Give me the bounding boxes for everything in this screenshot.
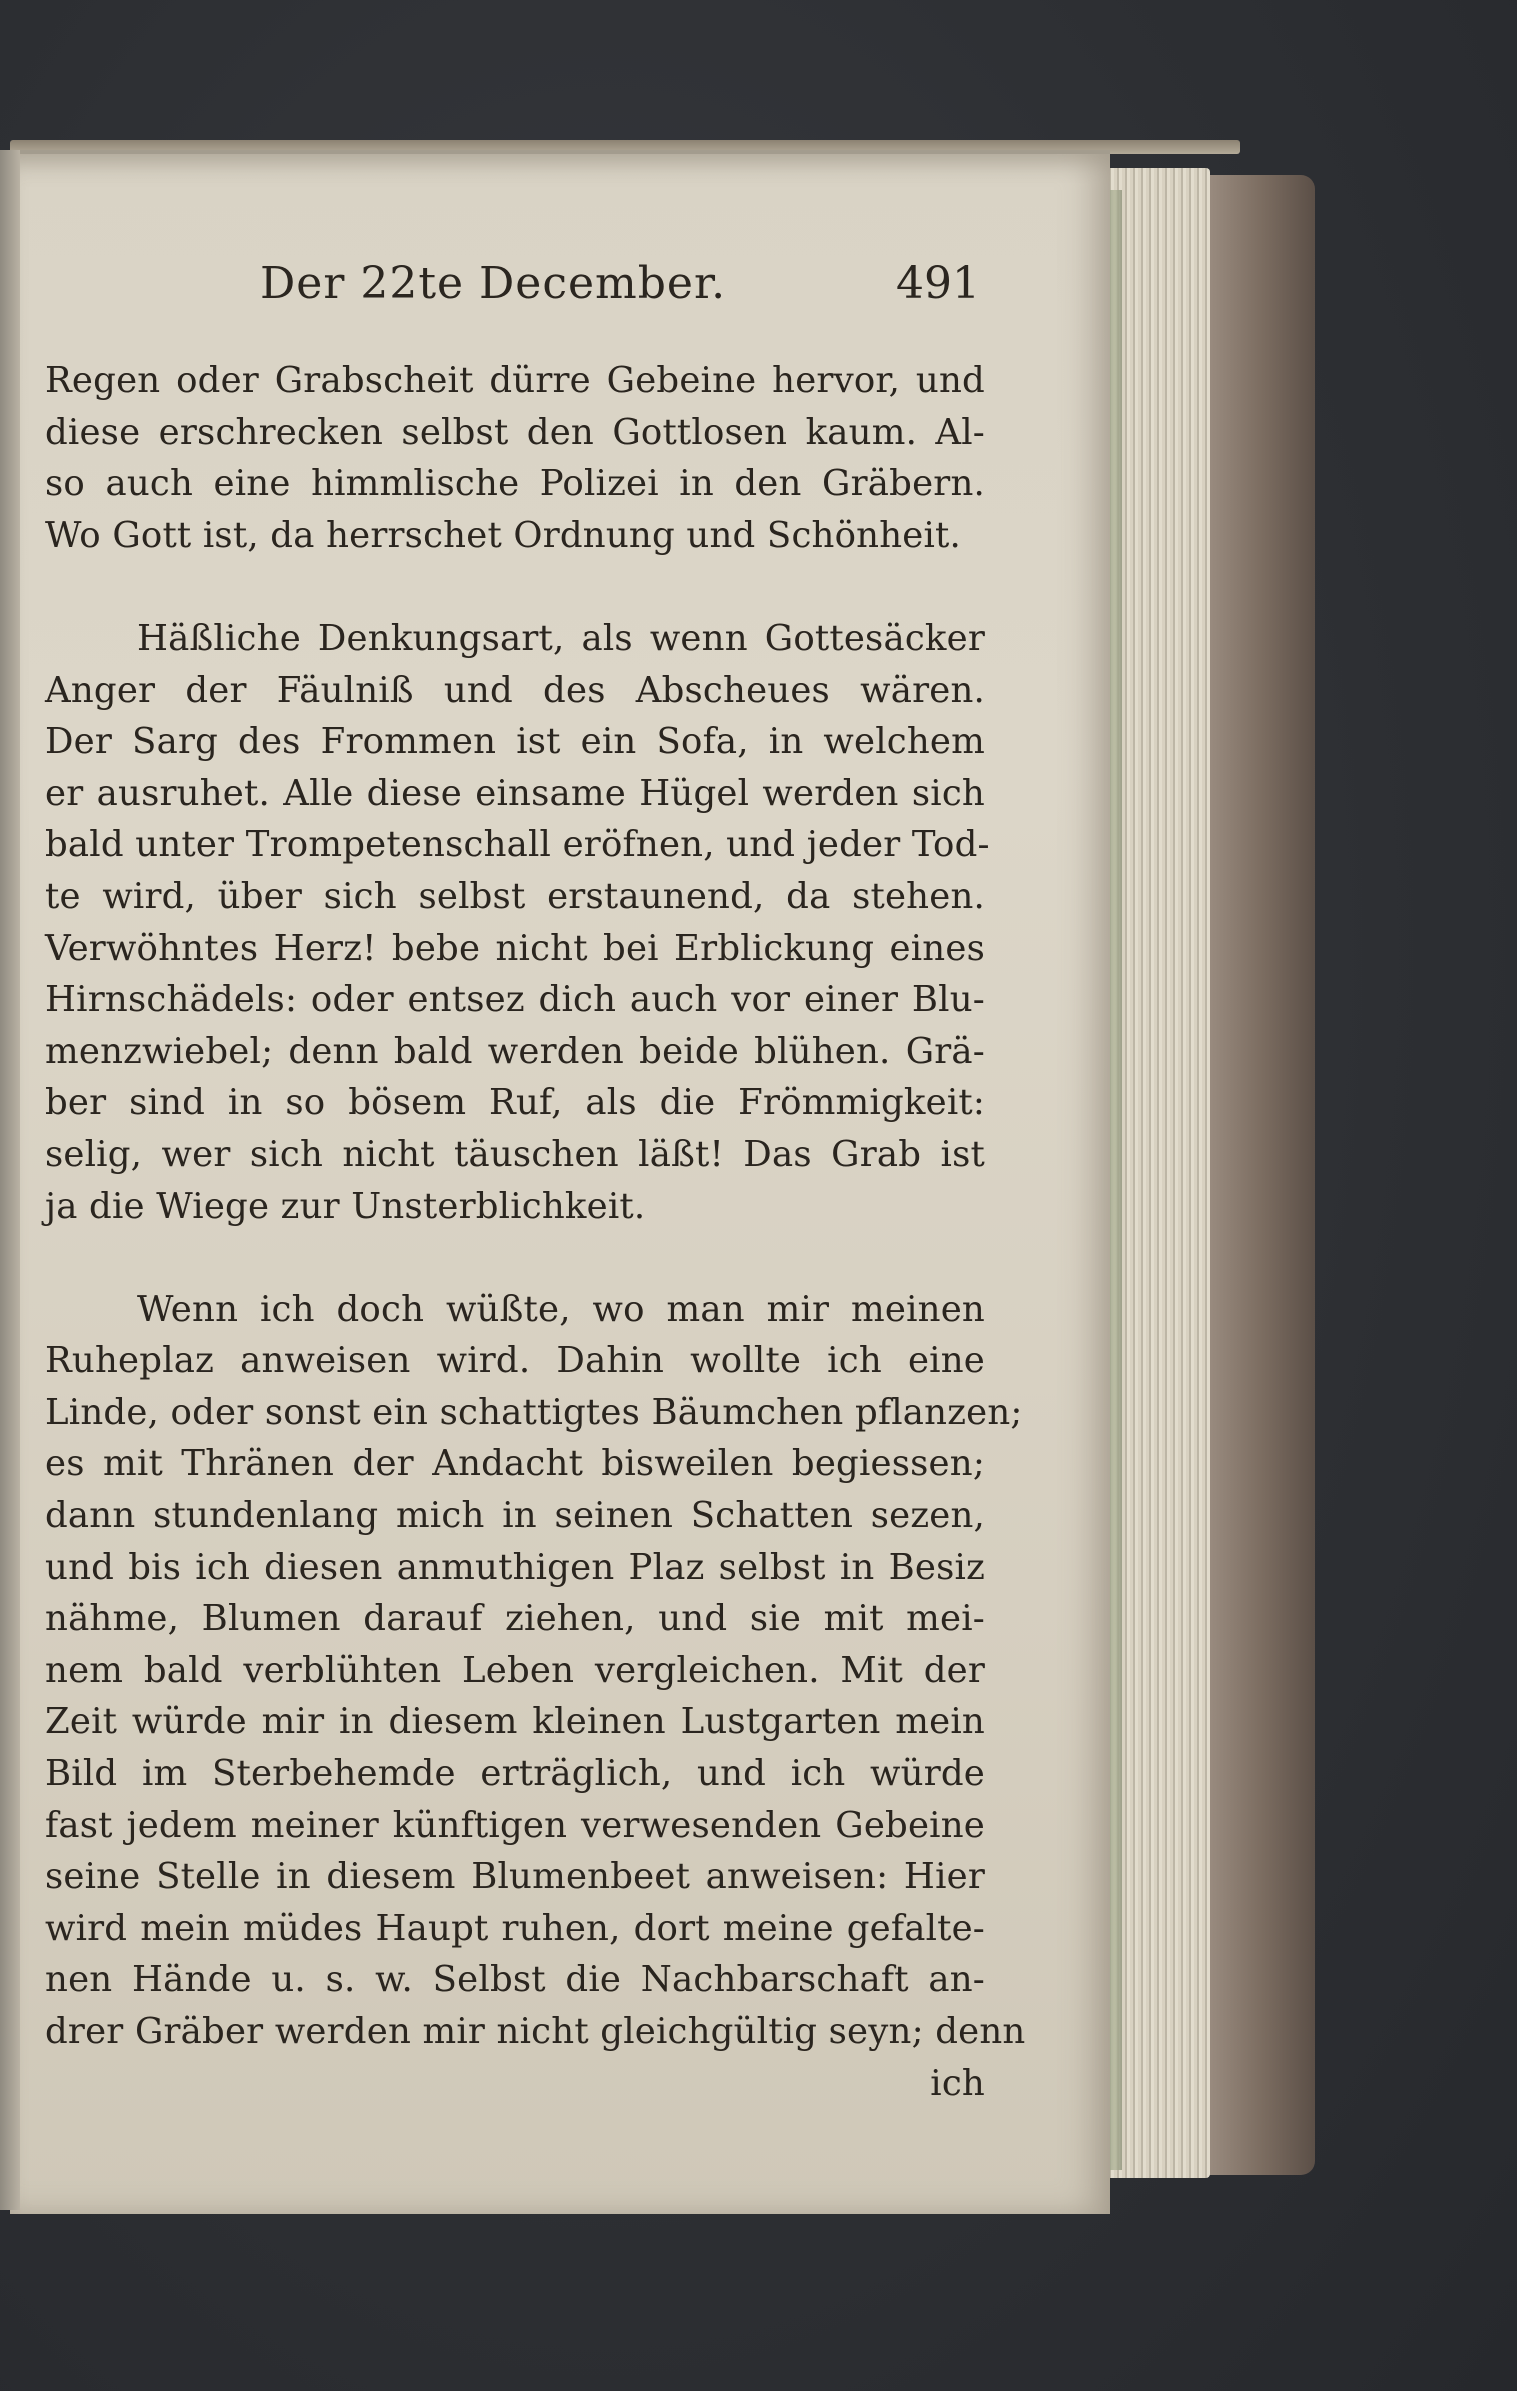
text-line: und bis ich diesen anmuthigen Plaz selbst in Besiz [45,1546,985,1588]
text-line: diese erschrecken selbst den Gottlosen kaum. Al- [45,411,985,453]
text-line: menzwiebel; denn bald werden beide blühen. Grä- [45,1030,985,1072]
text-line: Hirnschädels: oder entsez dich auch vor einer Blu- [45,979,985,1021]
text-line: Bild im Sterbehemde erträglich, und ich würde [45,1753,985,1795]
running-header [260,258,980,318]
text-line: bald unter Trompetenschall eröfnen, und jeder Tod- [45,824,990,866]
paragraph-3 [45,1284,1026,2058]
page-edge-tint [1108,190,1122,2170]
paragraph-gap [45,1232,985,1284]
text-line: dann stundenlang mich in seinen Schatten sezen, [45,1495,985,1537]
text-line: nem bald verblühten Leben vergleichen. Mit der [45,1649,985,1691]
text-line: Der Sarg des Frommen ist ein Sofa, in welchem [45,721,985,763]
text-line: Linde, oder sonst ein schattigtes Bäumchen pflanzen; [45,1391,1023,1433]
text-line: Anger der Fäulniß und des Abscheues wären. [45,669,985,711]
text-line: Regen oder Grabscheit dürre Gebeine hervor, und [45,360,985,401]
paragraph-1 [45,355,985,561]
text-line: seine Stelle in diesem Blumenbeet anweisen: Hier [45,1856,985,1898]
paragraph-gap [45,561,985,613]
text-line: er ausruhet. Alle diese einsame Hügel werden sich [45,772,985,814]
text-line: wird mein müdes Haupt ruhen, dort meine gefalte- [45,1907,985,1949]
text-line: Verwöhntes Herz! bebe nicht bei Erblickung eines [45,927,985,969]
text-line: fast jedem meiner künftigen verwesenden Gebeine [45,1804,985,1846]
text-line: ber sind in so bösem Ruf, als die Frömmigkeit: [45,1082,985,1124]
text-line: Wo Gott ist, da herrschet Ordnung und Schönheit. [45,514,962,556]
page-body [45,355,1026,2109]
text-line: Wenn ich doch wüßte, wo man mir meinen [137,1288,985,1330]
text-line: Ruheplaz anweisen wird. Dahin wollte ich eine [45,1340,985,1382]
page-number: 491 [896,258,980,309]
text-line: selig, wer sich nicht täuschen läßt! Das Grab ist [45,1133,985,1175]
text-line: nähme, Blumen darauf ziehen, und sie mit mei- [45,1598,985,1640]
text-line: Zeit würde mir in diesem kleinen Lustgarten mein [45,1701,985,1743]
text-line: Häßliche Denkungsart, als wenn Gottesäcker [137,617,985,659]
text-line: te wird, über sich selbst erstaunend, da stehen. [45,875,985,917]
paragraph-2 [45,613,990,1232]
left-page-edge [0,150,20,2210]
text-line: drer Gräber werden mir nicht gleichgültig seyn; denn [45,2011,1026,2052]
running-title: Der 22te December. [260,258,727,309]
text-line: so auch eine himmlische Polizei in den Gräbern. [45,463,985,505]
text-line: es mit Thränen der Andacht bisweilen begiessen; [45,1443,985,1485]
text-line: nen Hände u. s. w. Selbst die Nachbarschaft an- [45,1959,985,2001]
catchword: ich [930,2062,985,2104]
text-line: ja die Wiege zur Unsterblichkeit. [45,1185,646,1227]
